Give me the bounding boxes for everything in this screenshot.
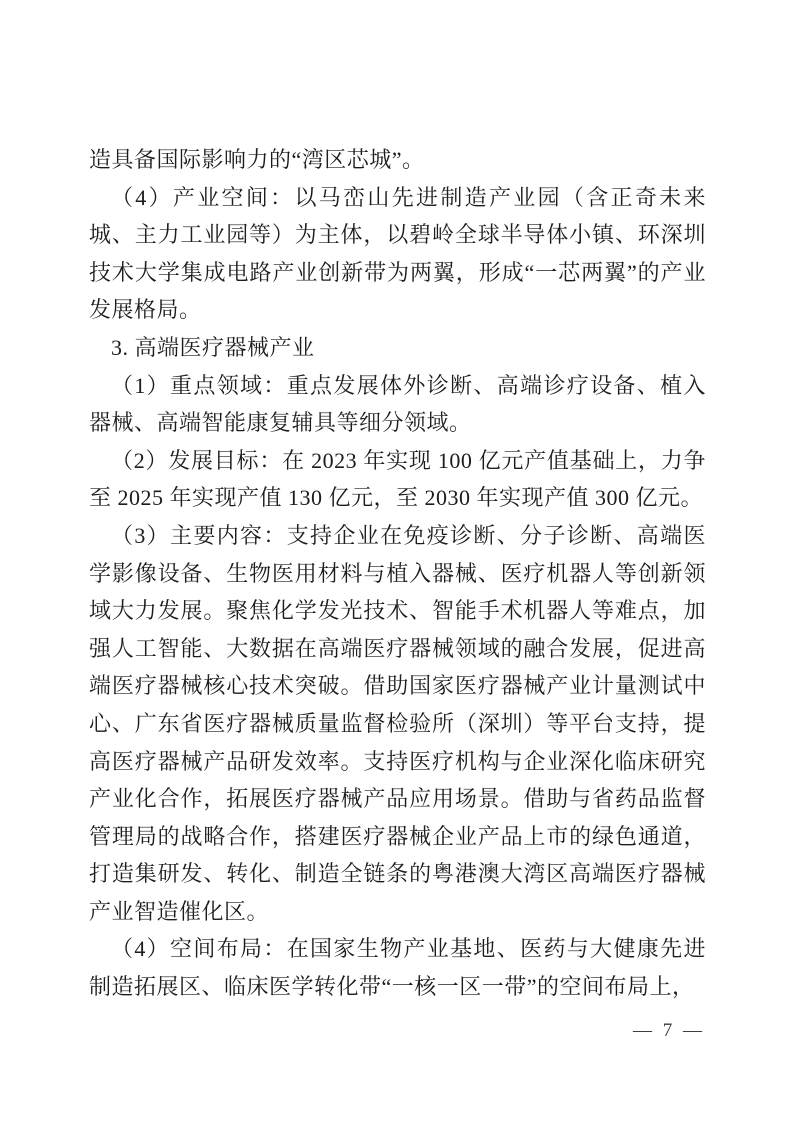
paragraph-spatial-layout: （4）空间布局：在国家生物产业基地、医药与大健康先进制造拓展区、临床医学转化带“一核一区一带”的空间布局上，: [89, 936, 706, 1000]
paragraph-key-areas: （1）重点领域：重点发展体外诊断、高端诊疗设备、植入器械、高端智能康复辅具等细分领域。: [89, 372, 706, 436]
paragraph-main-content: （3）主要内容：支持企业在免疫诊断、分子诊断、高端医学影像设备、生物医用材料与植入器械、医疗机器人等创新领域大力发展。聚焦化学发光技术、智能手术机器人等难点，加强人工智能、大数据在高端医疗器械领域的融合发展，促进高端医疗器械核心技术突破。借助国家医疗器械产业计量测试中心、广东省医疗器械质量监督检验所（深圳）等平台支持，提高医疗器械产品研发效率。支持医疗机构与企业深化临床研究产业化合作，拓展医疗器械产品应用场景。借助与省药品监督管理局的战略合作，搭建医疗器械企业产品上市的绿色通道，打造集研发、转化、制造全链条的粤港澳大湾区高端医疗器械产业智造催化区。: [89, 522, 706, 924]
section-heading-medical-devices: 3. 高端医疗器械产业: [111, 334, 315, 360]
paragraph-continuation: 造具备国际影响力的“湾区芯城”。: [89, 147, 425, 172]
page-number: — 7 —: [633, 1020, 705, 1041]
document-body: [89, 141, 706, 1006]
paragraph-industry-space: （4）产业空间：以马峦山先进制造产业园（含正奇未来城、主力工业园等）为主体，以碧岭全球半导体小镇、环深圳技术大学集成电路产业创新带为两翼，形成“一芯两翼”的产业发展格局。: [89, 184, 706, 323]
paragraph-development-goals: （2）发展目标：在 2023 年实现 100 亿元产值基础上，力争至 2025 年实现产值 130 亿元，至 2030 年实现产值 300 亿元。: [89, 447, 706, 511]
